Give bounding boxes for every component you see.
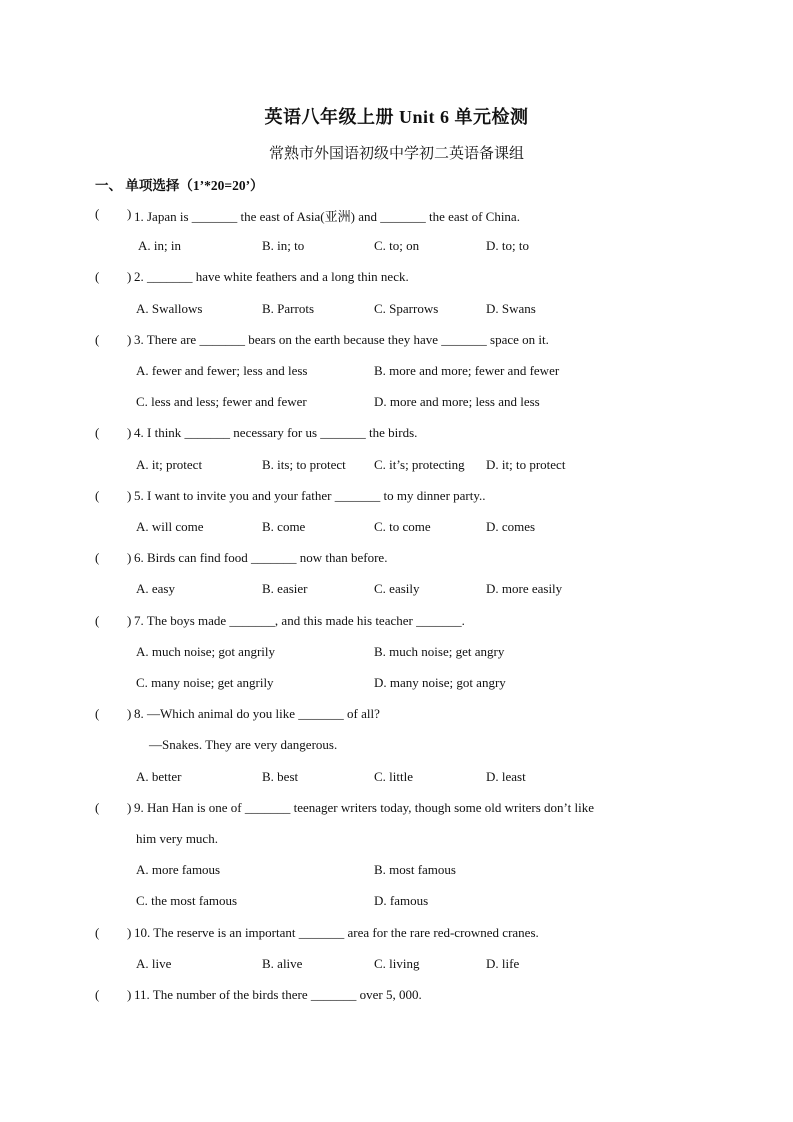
question-continuation: him very much. [136, 831, 218, 846]
answer-paren-close: ) [127, 488, 132, 503]
answer-paren-open: ( [95, 613, 100, 628]
answer-paren-open: ( [95, 925, 100, 940]
option-c: C. many noise; get angrily [136, 675, 274, 690]
option-a: A. fewer and fewer; less and less [136, 363, 308, 378]
option-d: D. more and more; less and less [374, 394, 540, 409]
answer-paren-close: ) [127, 925, 132, 940]
option-b: B. alive [262, 956, 303, 971]
question-text: 1. Japan is _______ the east of Asia(亚洲) and _______ the east of China. [134, 209, 520, 224]
answer-paren-close: ) [127, 550, 132, 565]
answer-paren-open: ( [95, 987, 100, 1002]
option-a: A. in; in [138, 238, 181, 253]
answer-paren-open: ( [95, 332, 100, 347]
option-a: A. much noise; got angrily [136, 644, 276, 659]
question-text: 2. _______ have white feathers and a long thin neck. [134, 269, 409, 284]
page-subtitle: 常熟市外国语初级中学初二英语备课组 [268, 146, 524, 162]
option-b: B. easier [262, 581, 308, 596]
option-d: D. Swans [486, 301, 536, 316]
option-c: C. living [374, 956, 420, 971]
answer-paren-open: ( [95, 269, 100, 284]
option-b: B. more and more; fewer and fewer [374, 363, 560, 378]
page-title: 英语八年级上册 Unit 6 单元检测 [264, 107, 529, 127]
option-d: D. comes [486, 519, 536, 534]
question-continuation: —Snakes. They are very dangerous. [149, 737, 338, 752]
answer-paren-close: ) [127, 332, 132, 347]
option-b: B. most famous [374, 862, 456, 877]
answer-paren-open: ( [95, 706, 100, 721]
answer-paren-open: ( [95, 425, 100, 440]
section-heading: 一、 单项选择（1’*20=20’） [95, 178, 264, 193]
option-c: C. to come [374, 519, 431, 534]
answer-paren-open: ( [95, 488, 100, 503]
answer-paren-open: ( [95, 550, 100, 565]
option-d: D. life [486, 956, 520, 971]
option-d: D. more easily [486, 581, 563, 596]
question-text: 9. Han Han is one of _______ teenager writers today, though some old writers don’t like [134, 800, 594, 815]
answer-paren-close: ) [127, 425, 132, 440]
question-text: 10. The reserve is an important _______ area for the rare red-crowned cranes. [134, 925, 539, 940]
question-text: 11. The number of the birds there _______ over 5, 000. [134, 987, 422, 1002]
option-a: A. easy [136, 581, 175, 596]
option-c: C. the most famous [136, 893, 238, 908]
question-text: 7. The boys made _______, and this made his teacher _______. [134, 613, 465, 628]
option-d: D. it; to protect [486, 457, 566, 472]
option-b: B. its; to protect [262, 457, 346, 472]
question-text: 5. I want to invite you and your father _______ to my dinner party.. [134, 488, 486, 503]
question-text: 4. I think _______ necessary for us _______ the birds. [134, 425, 418, 440]
option-b: B. in; to [262, 238, 305, 253]
question-text: 6. Birds can find food _______ now than before. [134, 550, 388, 565]
answer-paren-open: ( [95, 800, 100, 815]
option-c: C. less and less; fewer and fewer [136, 394, 307, 409]
option-b: B. come [262, 519, 306, 534]
option-d: D. many noise; got angry [374, 675, 506, 690]
option-c: C. it’s; protecting [374, 457, 465, 472]
option-b: B. much noise; get angry [374, 644, 505, 659]
option-c: C. little [374, 769, 413, 784]
option-a: A. Swallows [136, 301, 203, 316]
question-text: 8. —Which animal do you like _______ of all? [134, 706, 380, 721]
answer-paren-close: ) [127, 613, 132, 628]
answer-paren-close: ) [127, 706, 132, 721]
question-text: 3. There are _______ bears on the earth because they have _______ space on it. [134, 332, 549, 347]
answer-paren-close: ) [127, 800, 132, 815]
option-d: D. least [486, 769, 526, 784]
option-c: C. to; on [374, 238, 420, 253]
answer-paren-close: ) [127, 987, 132, 1002]
option-d: D. to; to [486, 238, 529, 253]
option-a: A. better [136, 769, 182, 784]
option-a: A. it; protect [136, 457, 203, 472]
option-a: A. live [136, 956, 172, 971]
option-b: B. best [262, 769, 299, 784]
answer-paren-open: ( [95, 206, 100, 221]
option-c: C. Sparrows [374, 301, 439, 316]
option-a: A. will come [136, 519, 204, 534]
option-a: A. more famous [136, 862, 221, 877]
option-d: D. famous [374, 893, 429, 908]
answer-paren-close: ) [127, 269, 132, 284]
option-b: B. Parrots [262, 301, 314, 316]
option-c: C. easily [374, 581, 420, 596]
answer-paren-close: ) [127, 206, 132, 221]
